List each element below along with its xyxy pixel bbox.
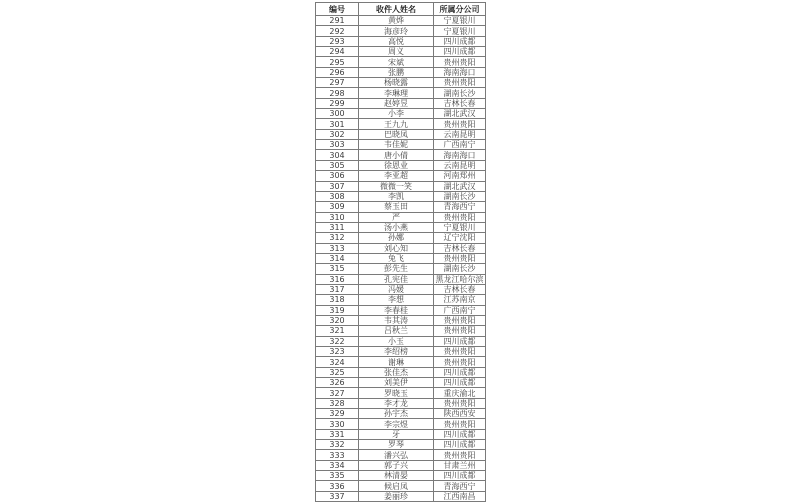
table-row	[316, 450, 486, 460]
cell-id[interactable]: 318	[316, 295, 359, 305]
cell-branch[interactable]: 四川成都	[434, 36, 486, 46]
cell-branch[interactable]: 吉林长春	[434, 98, 486, 108]
table-row	[316, 212, 486, 222]
cell-branch[interactable]: 湖北武汉	[434, 109, 486, 119]
table-row	[316, 57, 486, 67]
table-row	[316, 26, 486, 36]
table-row	[316, 160, 486, 170]
cell-branch[interactable]: 青海西宁	[434, 202, 486, 212]
cell-id[interactable]: 331	[316, 429, 359, 439]
cell-name[interactable]: 李凯	[359, 191, 434, 201]
cell-branch[interactable]: 贵州贵阳	[434, 398, 486, 408]
cell-id[interactable]: 310	[316, 212, 359, 222]
cell-branch[interactable]: 四川成都	[434, 378, 486, 388]
cell-name[interactable]: 汤小燕	[359, 222, 434, 232]
table-row	[316, 398, 486, 408]
cell-id[interactable]: 308	[316, 191, 359, 201]
cell-name[interactable]: 韦其涛	[359, 315, 434, 325]
table-row	[316, 336, 486, 346]
cell-branch[interactable]: 河南郑州	[434, 171, 486, 181]
cell-name[interactable]: 谢琳	[359, 357, 434, 367]
table-row	[316, 409, 486, 419]
cell-name[interactable]: 罗琴	[359, 440, 434, 450]
cell-branch[interactable]: 湖南长沙	[434, 264, 486, 274]
cell-branch[interactable]: 海南海口	[434, 67, 486, 77]
table-row	[316, 419, 486, 429]
table-row	[316, 274, 486, 284]
table-row	[316, 222, 486, 232]
cell-branch[interactable]: 宁夏银川	[434, 26, 486, 36]
cell-id[interactable]: 317	[316, 284, 359, 294]
cell-id[interactable]: 312	[316, 233, 359, 243]
table-row	[316, 202, 486, 212]
table-row	[316, 36, 486, 46]
cell-name[interactable]: 黄烨	[359, 16, 434, 26]
cell-name[interactable]: 罗晓玉	[359, 388, 434, 398]
col-header-branch[interactable]: 所属分公司	[434, 3, 486, 16]
cell-branch[interactable]: 贵州贵阳	[434, 347, 486, 357]
cell-branch[interactable]: 贵州贵阳	[434, 357, 486, 367]
cell-name[interactable]: 小玉	[359, 336, 434, 346]
cell-name[interactable]: 王九九	[359, 119, 434, 129]
cell-name[interactable]: 赵婷昱	[359, 98, 434, 108]
cell-branch[interactable]: 湖南长沙	[434, 88, 486, 98]
cell-id[interactable]: 300	[316, 109, 359, 119]
cell-branch[interactable]: 甘肃兰州	[434, 460, 486, 470]
cell-branch[interactable]: 贵州贵阳	[434, 212, 486, 222]
table-row	[316, 88, 486, 98]
cell-id[interactable]: 329	[316, 409, 359, 419]
table-row	[316, 181, 486, 191]
cell-id[interactable]: 333	[316, 450, 359, 460]
table-row	[316, 98, 486, 108]
cell-id[interactable]: 297	[316, 78, 359, 88]
cell-id[interactable]: 328	[316, 398, 359, 408]
cell-id[interactable]: 294	[316, 47, 359, 57]
table-row	[316, 16, 486, 26]
cell-name[interactable]: 郭子兴	[359, 460, 434, 470]
cell-branch[interactable]: 江苏南京	[434, 295, 486, 305]
cell-id[interactable]: 295	[316, 57, 359, 67]
cell-id[interactable]: 319	[316, 305, 359, 315]
table-row	[316, 67, 486, 77]
cell-name[interactable]: 张佳杰	[359, 367, 434, 377]
cell-name[interactable]: 杨晓露	[359, 78, 434, 88]
cell-name[interactable]: 李才龙	[359, 398, 434, 408]
cell-branch[interactable]: 江西南昌	[434, 491, 486, 501]
cell-name[interactable]: 微微一笑	[359, 181, 434, 191]
cell-branch[interactable]: 吉林长春	[434, 284, 486, 294]
cell-branch[interactable]: 湖北武汉	[434, 181, 486, 191]
table-row	[316, 150, 486, 160]
table-row	[316, 284, 486, 294]
cell-branch[interactable]: 贵州贵阳	[434, 419, 486, 429]
cell-id[interactable]: 311	[316, 222, 359, 232]
table-body	[316, 16, 486, 502]
cell-name[interactable]: 孔宪佳	[359, 274, 434, 284]
cell-name[interactable]: 张鹏	[359, 67, 434, 77]
table-row	[316, 191, 486, 201]
table-row	[316, 233, 486, 243]
table-row	[316, 347, 486, 357]
cell-branch[interactable]: 四川成都	[434, 429, 486, 439]
cell-name[interactable]: 小李	[359, 109, 434, 119]
cell-branch[interactable]: 辽宁沈阳	[434, 233, 486, 243]
cell-name[interactable]: 李春桂	[359, 305, 434, 315]
cell-branch[interactable]: 宁夏银川	[434, 222, 486, 232]
table-row	[316, 481, 486, 491]
cell-id[interactable]: 313	[316, 243, 359, 253]
cell-id[interactable]: 302	[316, 129, 359, 139]
table-row	[316, 315, 486, 325]
cell-name[interactable]: 李想	[359, 295, 434, 305]
cell-id[interactable]: 315	[316, 264, 359, 274]
cell-name[interactable]: 兔飞	[359, 253, 434, 263]
cell-name[interactable]: 蔡玉田	[359, 202, 434, 212]
cell-name[interactable]: 候启凤	[359, 481, 434, 491]
table-row	[316, 129, 486, 139]
cell-id[interactable]: 330	[316, 419, 359, 429]
cell-id[interactable]: 305	[316, 160, 359, 170]
cell-name[interactable]: 潘兴弘	[359, 450, 434, 460]
header-row	[316, 3, 486, 16]
cell-id[interactable]: 335	[316, 471, 359, 481]
cell-branch[interactable]: 湖南长沙	[434, 191, 486, 201]
cell-id[interactable]: 334	[316, 460, 359, 470]
cell-branch[interactable]: 贵州贵阳	[434, 78, 486, 88]
table-row	[316, 491, 486, 501]
cell-branch[interactable]: 陕西西安	[434, 409, 486, 419]
recipients-table	[315, 2, 486, 502]
cell-name[interactable]: 海彦玲	[359, 26, 434, 36]
cell-branch[interactable]: 贵州贵阳	[434, 315, 486, 325]
table-row	[316, 378, 486, 388]
cell-branch[interactable]: 贵州贵阳	[434, 253, 486, 263]
cell-branch[interactable]: 四川成都	[434, 47, 486, 57]
cell-branch[interactable]: 贵州贵阳	[434, 450, 486, 460]
cell-id[interactable]: 337	[316, 491, 359, 501]
cell-id[interactable]: 293	[316, 36, 359, 46]
cell-id[interactable]: 292	[316, 26, 359, 36]
cell-branch[interactable]: 广西南宁	[434, 140, 486, 150]
cell-name[interactable]: 刘心知	[359, 243, 434, 253]
recipient-list-sheet	[315, 2, 486, 502]
table-row	[316, 140, 486, 150]
cell-branch[interactable]: 宁夏银川	[434, 16, 486, 26]
cell-id[interactable]: 307	[316, 181, 359, 191]
cell-id[interactable]: 332	[316, 440, 359, 450]
cell-branch[interactable]: 黑龙江哈尔滨	[435, 274, 484, 284]
col-header-id[interactable]: 编号	[316, 3, 359, 16]
table-row	[316, 388, 486, 398]
cell-name[interactable]: 彭先生	[359, 264, 434, 274]
cell-name[interactable]: 牙	[359, 429, 434, 439]
cell-branch[interactable]: 海南海口	[434, 150, 486, 160]
cell-branch[interactable]: 吉林长春	[434, 243, 486, 253]
cell-id[interactable]: 299	[316, 98, 359, 108]
cell-id[interactable]: 324	[316, 357, 359, 367]
cell-name[interactable]: 徐恩业	[359, 160, 434, 170]
cell-id[interactable]: 301	[316, 119, 359, 129]
cell-id[interactable]: 336	[316, 481, 359, 491]
col-header-name[interactable]: 收件人姓名	[359, 3, 434, 16]
cell-id[interactable]: 306	[316, 171, 359, 181]
cell-branch[interactable]: 四川成都	[434, 471, 486, 481]
table-row	[316, 471, 486, 481]
table-row	[316, 440, 486, 450]
cell-branch[interactable]: 云南昆明	[434, 129, 486, 139]
cell-id[interactable]: 303	[316, 140, 359, 150]
table-row	[316, 78, 486, 88]
cell-name[interactable]: 孙娜	[359, 233, 434, 243]
cell-id[interactable]: 309	[316, 202, 359, 212]
cell-name[interactable]: 李亚超	[359, 171, 434, 181]
cell-id[interactable]: 296	[316, 67, 359, 77]
cell-id[interactable]: 316	[316, 274, 359, 284]
cell-id[interactable]: 325	[316, 367, 359, 377]
cell-branch[interactable]: 云南昆明	[434, 160, 486, 170]
cell-branch[interactable]: 重庆渝北	[434, 388, 486, 398]
table-row	[316, 295, 486, 305]
cell-branch[interactable]: 贵州贵阳	[434, 57, 486, 67]
cell-id[interactable]: 323	[316, 347, 359, 357]
cell-name[interactable]: 李琳理	[359, 88, 434, 98]
cell-branch[interactable]: 广西南宁	[434, 305, 486, 315]
table-row	[316, 47, 486, 57]
cell-name[interactable]: 孙宇杰	[359, 409, 434, 419]
cell-id[interactable]: 304	[316, 150, 359, 160]
cell-name[interactable]: 高悦	[359, 36, 434, 46]
table-row	[316, 305, 486, 315]
cell-name[interactable]: 唐小倩	[359, 150, 434, 160]
table-row	[316, 429, 486, 439]
cell-name[interactable]: 刘美伊	[359, 378, 434, 388]
cell-name[interactable]: 巴晓凤	[359, 129, 434, 139]
table-row	[316, 243, 486, 253]
table-row	[316, 367, 486, 377]
table-row	[316, 171, 486, 181]
cell-branch[interactable]: 青海西宁	[434, 481, 486, 491]
cell-branch[interactable]: 贵州贵阳	[434, 326, 486, 336]
cell-branch[interactable]: 四川成都	[434, 336, 486, 346]
cell-id[interactable]: 298	[316, 88, 359, 98]
table-row	[316, 264, 486, 274]
table-row	[316, 326, 486, 336]
cell-name[interactable]: 李宗煜	[359, 419, 434, 429]
cell-id[interactable]: 326	[316, 378, 359, 388]
cell-name[interactable]: 周义	[359, 47, 434, 57]
cell-name[interactable]: 李绍榜	[359, 347, 434, 357]
cell-name[interactable]: 林清晏	[359, 471, 434, 481]
cell-name[interactable]: 宋斌	[359, 57, 434, 67]
cell-branch[interactable]: 贵州贵阳	[434, 119, 486, 129]
cell-id[interactable]: 291	[316, 16, 359, 26]
cell-id[interactable]: 320	[316, 315, 359, 325]
cell-id[interactable]: 314	[316, 253, 359, 263]
cell-name[interactable]: 严	[359, 212, 434, 222]
table-row	[316, 460, 486, 470]
table-row	[316, 119, 486, 129]
table-row	[316, 253, 486, 263]
cell-branch[interactable]: 四川成都	[434, 367, 486, 377]
cell-name[interactable]: 韦佳妮	[359, 140, 434, 150]
cell-id[interactable]: 327	[316, 388, 359, 398]
cell-id[interactable]: 321	[316, 326, 359, 336]
cell-name[interactable]: 姜丽珍	[359, 491, 434, 501]
cell-name[interactable]: 冯媛	[359, 284, 434, 294]
table-row	[316, 357, 486, 367]
cell-name[interactable]: 吕秋兰	[359, 326, 434, 336]
table-row	[316, 109, 486, 119]
cell-branch[interactable]: 四川成都	[434, 440, 486, 450]
cell-id[interactable]: 322	[316, 336, 359, 346]
